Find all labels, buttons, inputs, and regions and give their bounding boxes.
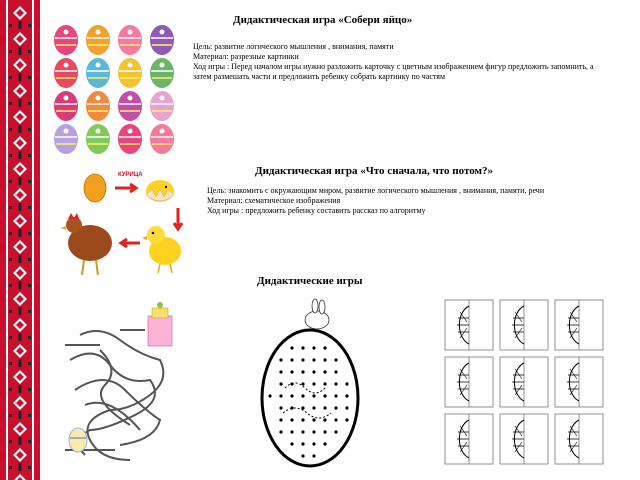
section1-line-3: Ход игры : Перед началом игры нужно разложить карточку с цветным изображением фигур предложить запомнить, а bbox=[193, 62, 594, 71]
picture-label: КУРИЦА bbox=[118, 172, 143, 178]
section1-line-1: Цель: развитие логического мышления , внимания, памяти bbox=[193, 42, 394, 51]
section1-line-4: затем размешать части и предложить ребенку собрать картинку по частям bbox=[193, 72, 446, 81]
section1-title: Дидактическая игра «Собери яйцо» bbox=[233, 14, 413, 26]
section2-line-3: Ход игры : предложить ребенку составить рассказ по алгоритму bbox=[207, 206, 426, 215]
section2-line-2: Материал: схематическое изображения bbox=[207, 196, 341, 205]
egg-chicken-cycle-picture bbox=[60, 163, 200, 283]
easter-eggs-picture bbox=[50, 22, 180, 157]
dot-to-dot-egg-picture bbox=[255, 298, 365, 473]
section2-title: Дидактическая игра «Что сначала, что потом?» bbox=[255, 165, 494, 177]
section3-title: Дидактические игры bbox=[257, 275, 363, 287]
section1-line-2: Материал: разрезные картинки bbox=[193, 52, 299, 61]
maze-picture bbox=[60, 300, 190, 470]
section2-line-1: Цель: знакомить с окружающим миром, развитие логического мышления , внимания, памяти, речи bbox=[207, 186, 545, 195]
egg-halves-matching-picture bbox=[440, 295, 640, 475]
folk-ornament-border bbox=[0, 0, 40, 480]
